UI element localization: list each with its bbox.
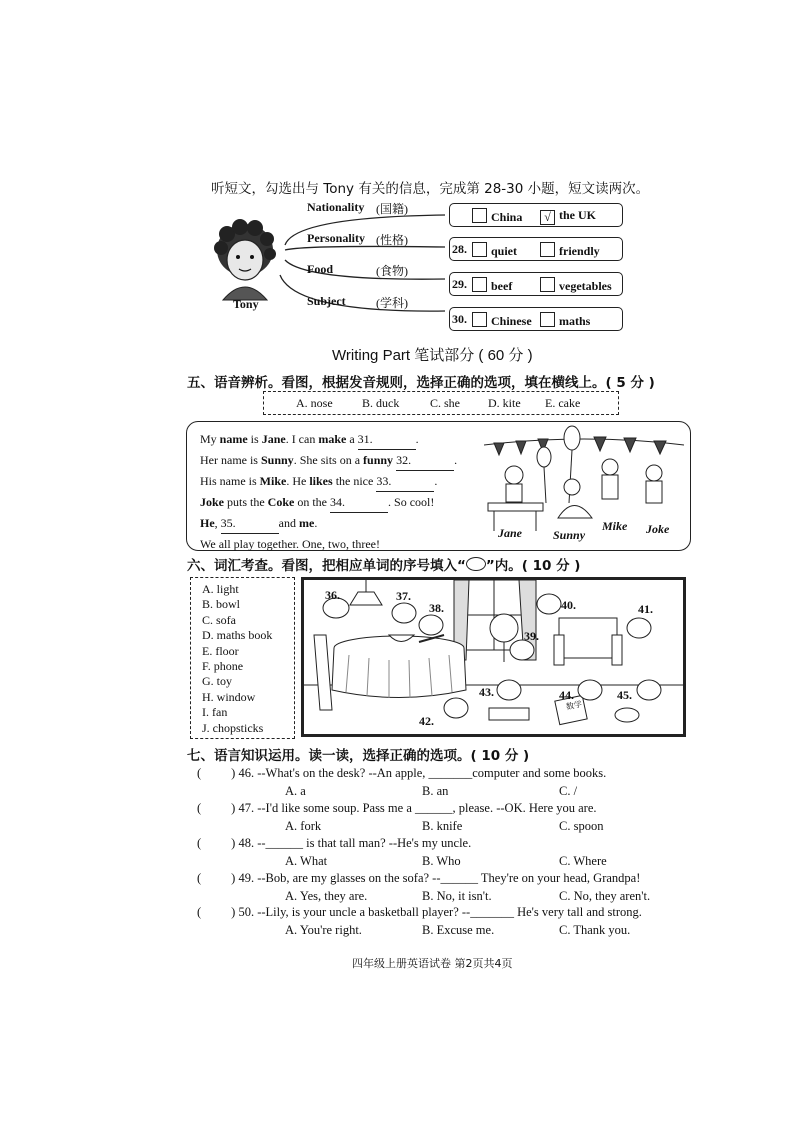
label-nationality: Nationality (307, 200, 365, 214)
label-food-cn: (食物) (376, 264, 408, 278)
pic-num-45: 45. (617, 688, 632, 702)
pic-num-41: 41. (638, 602, 653, 616)
nationality-box: China √ the UK (449, 203, 623, 227)
section5-passage (200, 429, 457, 554)
answer-bracket-49[interactable]: ( (197, 871, 202, 885)
pic-label-joke: Joke (646, 522, 670, 536)
q46-option-a[interactable]: A. a (285, 784, 306, 798)
line-32: Her name is Sunny. She sits on a funny 32. . (200, 450, 457, 471)
question-48: ( ) 48. --______ is that tall man? --He's my uncle. (197, 836, 472, 850)
checkbox-maths[interactable] (540, 312, 555, 327)
q48-option-a[interactable]: A. What (285, 854, 328, 868)
answer-bracket-46[interactable]: ( (197, 766, 202, 780)
q49-option-c[interactable]: C. No, they aren't. (559, 889, 651, 903)
blank-35[interactable]: 35. (221, 513, 279, 534)
blank-33[interactable]: 33. (376, 471, 434, 492)
answer-bracket-47[interactable]: ( (197, 801, 202, 815)
q50-option-c[interactable]: C. Thank you. (559, 923, 631, 937)
label-subject-cn: (学科) (376, 296, 408, 310)
answer-bracket-50[interactable]: ( (197, 905, 202, 919)
blank-34[interactable]: 34. (330, 492, 388, 513)
section5-options-box: A. nose B. duck C. she D. kite E. cake (263, 391, 619, 415)
pic-num-36: 36. (325, 588, 340, 602)
q50-option-b[interactable]: B. Excuse me. (422, 923, 495, 937)
q46-option-c[interactable]: C. / (559, 784, 578, 798)
line-last: We all play together. One, two, three! (200, 537, 380, 551)
book-label: 数学 (565, 699, 583, 712)
checkbox-chinese[interactable] (472, 312, 487, 327)
q49-option-b[interactable]: B. No, it isn't. (422, 889, 492, 903)
label-personality-cn: (性格) (376, 233, 408, 247)
line-33: His name is Mike. He likes the nice 33. . (200, 471, 457, 492)
checkbox-quiet[interactable] (472, 242, 487, 257)
line-31: My name is Jane. I can make a 31. . (200, 429, 457, 450)
question-49: ( ) 49. --Bob, are my glasses on the sofa? --______ They're on your head, Grandpa! (197, 871, 641, 885)
q47-option-c[interactable]: C. spoon (559, 819, 604, 833)
pic-label-sunny: Sunny (553, 528, 586, 542)
line-35: He, 35. and me. (200, 513, 457, 534)
writing-part-title: Writing Part 笔试部分 ( 60 分 ) (332, 347, 533, 364)
page-footer: 四年级上册英语试卷 第2页共4页 (352, 957, 513, 970)
q48-option-c[interactable]: C. Where (559, 854, 607, 868)
subject-box: 30. Chinese maths (449, 307, 623, 331)
section6-heading: 六、词汇考查。看图，把相应单词的序号填入“ ”内。( 10 分 ) (187, 558, 581, 574)
question-50: ( ) 50. --Lily, is your uncle a basketball player? --_______ He's very tall and strong. (197, 905, 642, 919)
checkbox-vegetables[interactable] (540, 277, 555, 292)
answer-bracket-48[interactable]: ( (197, 836, 202, 850)
blank-31[interactable]: 31. (358, 429, 416, 450)
label-subject: Subject (307, 294, 346, 308)
blank-32[interactable]: 32. (396, 450, 454, 471)
personality-box: 28. quiet friendly (449, 237, 623, 261)
pic-num-42: 42. (419, 714, 434, 728)
question-46: ( ) 46. --What's on the desk? --An apple, _______computer and some books. (197, 766, 607, 780)
room-picture (301, 577, 686, 737)
tony-label: Tony (233, 297, 259, 311)
pic-num-43: 43. (479, 685, 494, 699)
section7-heading: 七、语言知识运用。读一读，选择正确的选项。( 10 分 ) (187, 748, 530, 764)
label-nationality-cn: (国籍) (376, 202, 408, 216)
checkbox-china[interactable] (472, 208, 487, 223)
pic-num-39: 39. (524, 629, 539, 643)
connector-lines (255, 205, 455, 325)
pic-label-jane: Jane (498, 526, 522, 540)
checkbox-uk[interactable]: √ (540, 210, 555, 225)
checkbox-friendly[interactable] (540, 242, 555, 257)
pic-num-40: 40. (561, 598, 576, 612)
pic-num-37: 37. (396, 589, 411, 603)
section5-heading: 五、语音辨析。看图，根据发音规则，选择正确的选项，填在横线上。( 5 分 ) (187, 375, 655, 391)
q46-option-b[interactable]: B. an (422, 784, 449, 798)
q47-option-a[interactable]: A. fork (285, 819, 322, 833)
label-personality: Personality (307, 231, 365, 245)
q47-option-b[interactable]: B. knife (422, 819, 463, 833)
q49-option-a[interactable]: A. Yes, they are. (285, 889, 368, 903)
checkbox-beef[interactable] (472, 277, 487, 292)
pic-num-44: 44. (559, 688, 574, 702)
pic-label-mike: Mike (602, 519, 628, 533)
room-drawing (304, 580, 683, 734)
label-food: Food (307, 262, 334, 276)
speech-bubble-icon (466, 557, 486, 571)
listening-instruction: 听短文，勾选出与 Tony 有关的信息，完成第 28-30 小题，短文读两次。 (211, 181, 650, 197)
section6-word-list: A. light B. bowl C. sofa D. maths book E. floor F. phone G. toy H. window I. fan J. chopsticks (202, 582, 273, 735)
q48-option-b[interactable]: B. Who (422, 854, 461, 868)
pic-num-38: 38. (429, 601, 444, 615)
food-box: 29. beef vegetables (449, 272, 623, 296)
question-47: ( ) 47. --I'd like some soup. Pass me a ______, please. --OK. Here you are. (197, 801, 597, 815)
q50-option-a[interactable]: A. You're right. (285, 923, 362, 937)
line-34: Joke puts the Coke on the 34. . So cool! (200, 492, 457, 513)
